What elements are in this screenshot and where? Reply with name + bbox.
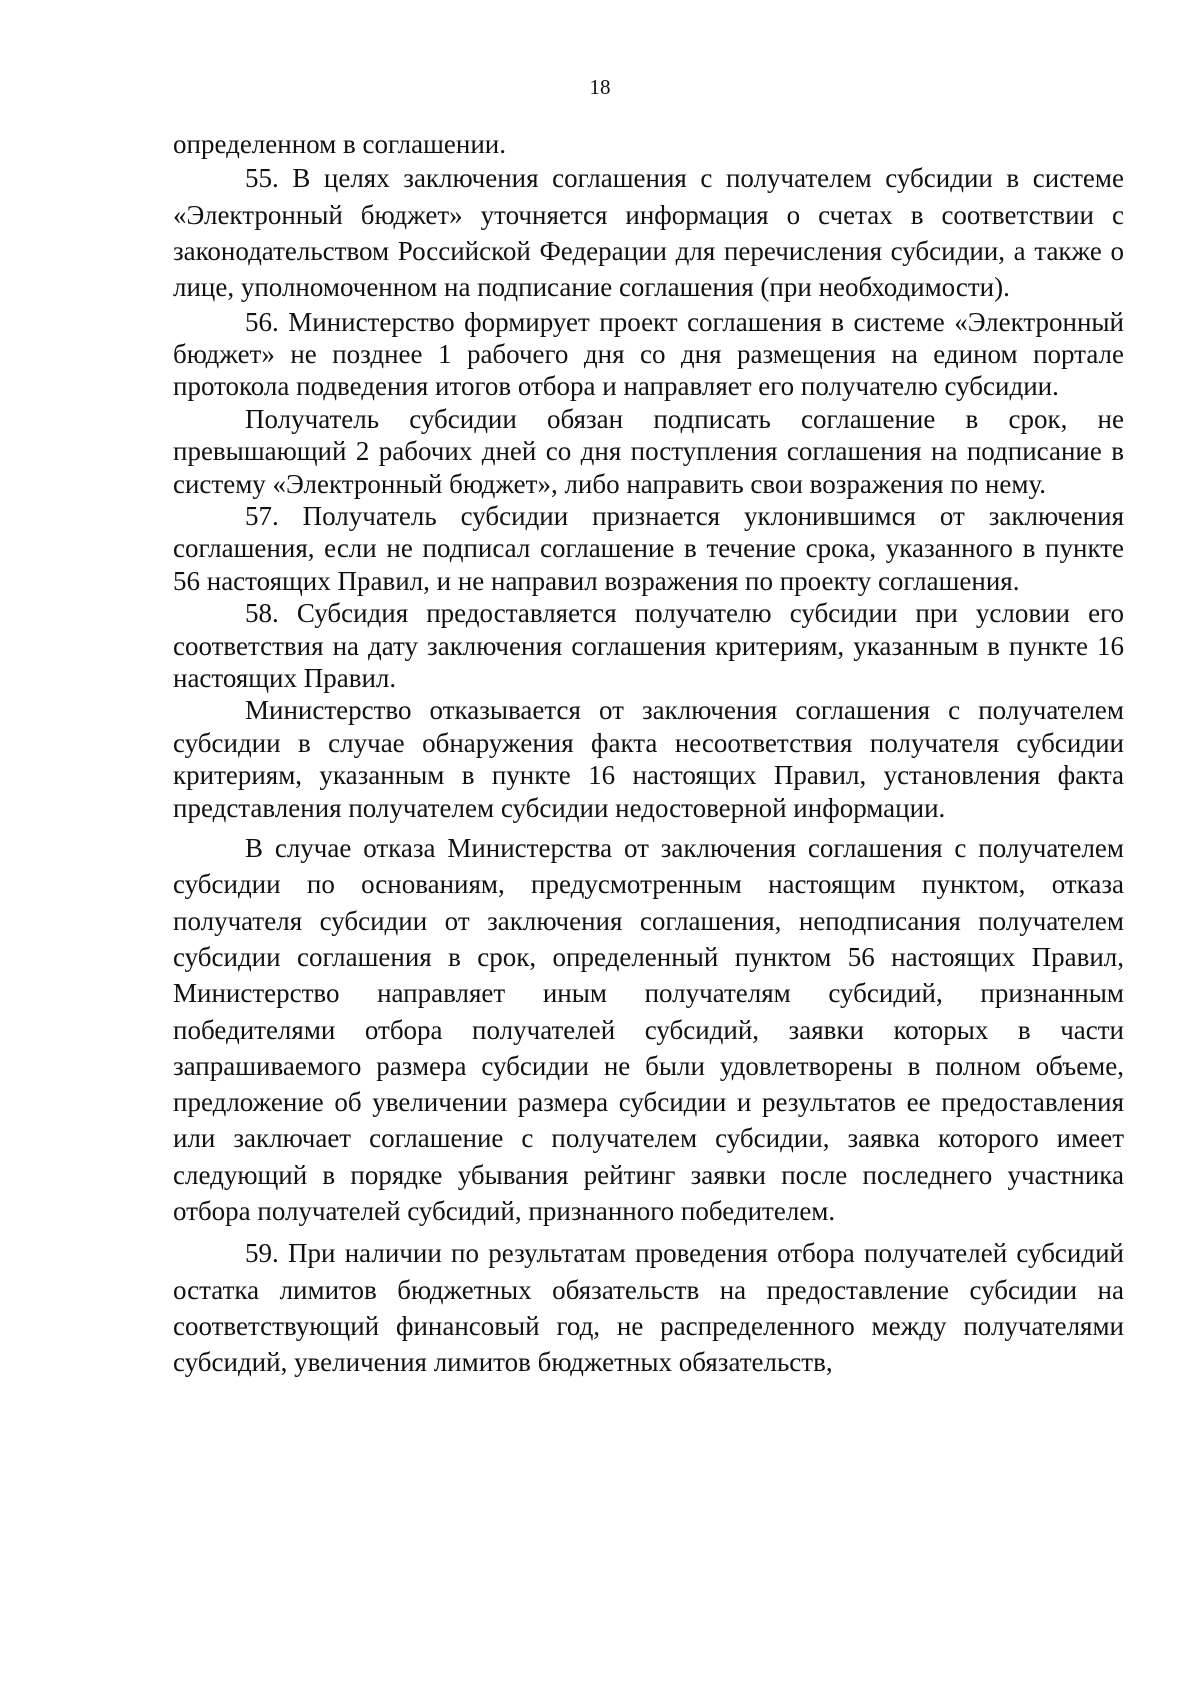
paragraph-continuation: определенном в соглашении.: [173, 129, 506, 159]
paragraph-59: 59. При наличии по результатам проведения отбора получателей субсидий остатка лимитов бюджетных обязательств на предоставление субсидии на соответствующий финансовый год, не распределенного между получателями субсидий, увеличения лимитов бюджетных обязательств,: [173, 1238, 1124, 1378]
paragraph-55: 55. В целях заключения соглашения с получателем субсидии в системе «Электронный бюджет» уточняется информация о счетах в соответствии с законодательством Российской Федерации для перечисления субсидии, а также о лице, уполномоченном на подписание соглашения (при необходимости).: [173, 163, 1124, 303]
paragraph-56: 56. Министерство формирует проект соглашения в системе «Электронный бюджет» не позднее 1 рабочего дня со дня размещения на едином портале протокола подведения итогов отбора и направляет его получателю субсидии.: [173, 306, 1124, 402]
page-number: 18: [589, 75, 611, 99]
paragraph-57: 57. Получатель субсидии признается уклонившимся от заключения соглашения, если не подписал соглашение в течение срока, указанного в пункте 56 настоящих Правил, и не направил возражения по проекту соглашения.: [173, 501, 1124, 596]
paragraph-58-refusal: Министерство отказывается от заключения соглашения с получателем субсидии в случае обнаружения факта несоответствия получателя субсидии критериям, указанным в пункте 16 настоящих Правил, установления факта представления получателем субсидии недостоверной информации.: [173, 695, 1124, 823]
paragraph-58: 58. Субсидия предоставляется получателю субсидии при условии его соответствия на дату заключения соглашения критериям, указанным в пункте 16 настоящих Правил.: [173, 598, 1124, 694]
paragraph-58-refusal-consequences: В случае отказа Министерства от заключения соглашения с получателем субсидии по основаниям, предусмотренным настоящим пунктом, отказа получателя субсидии от заключения соглашения, неподписания получателем субсидии соглашения в срок, определенный пунктом 56 настоящих Правил, Министерство направляет иным получателям субсидий, признанным победителями отбора получателей субсидий, заявки которых в части запрашиваемого размера субсидии не были удовлетворены в полном объеме, предложение об увеличении размера субсидии и результатов ее предоставления или заключает соглашение с получателем субсидии, заявка которого имеет следующий в порядке убывания рейтинг заявки после последнего участника отбора получателей субсидий, признанного победителем.: [173, 833, 1124, 1227]
paragraph-56-recipient-obligation: Получатель субсидии обязан подписать соглашение в срок, не превышающий 2 рабочих дней со дня поступления соглашения на подписание в систему «Электронный бюджет», либо направить свои возражения по нему.: [173, 403, 1124, 499]
document-body: [173, 128, 1124, 1381]
